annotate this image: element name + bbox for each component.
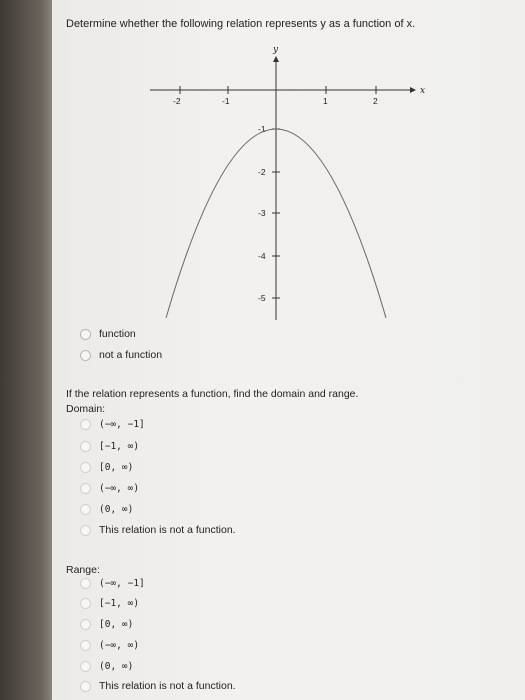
x-axis-arrow	[410, 87, 416, 93]
option-label: [−1, ∞)	[99, 598, 140, 609]
option-label: (0, ∞)	[99, 661, 134, 672]
domain-option[interactable]	[80, 504, 133, 515]
radio-button[interactable]	[80, 640, 91, 651]
radio-button[interactable]	[80, 419, 91, 430]
x-axis-label: x	[420, 86, 426, 96]
radio-button[interactable]	[80, 504, 91, 515]
followup-question: If the relation represents a function, find the domain and range.	[66, 388, 359, 400]
radio-button[interactable]	[80, 661, 91, 672]
option-label: [0, ∞)	[99, 462, 134, 473]
option-label: function	[99, 328, 136, 340]
domain-label: Domain:	[66, 403, 106, 415]
option-label: (−∞, ∞)	[99, 640, 140, 651]
domain-option[interactable]	[80, 524, 236, 536]
radio-button[interactable]	[80, 619, 91, 630]
option-label: This relation is not a function.	[99, 524, 236, 536]
radio-button[interactable]	[80, 525, 91, 536]
radio-button[interactable]	[80, 578, 91, 589]
y-tick-label: -2	[258, 167, 266, 177]
range-option[interactable]	[80, 661, 133, 672]
radio-button[interactable]	[80, 483, 91, 494]
x-tick-label: 1	[323, 96, 328, 106]
range-option[interactable]	[80, 680, 236, 692]
relation-graph	[0, 0, 525, 330]
option-label: [−1, ∞)	[99, 441, 140, 452]
radio-button[interactable]	[80, 441, 91, 452]
range-option[interactable]	[80, 619, 133, 630]
option-label: not a function	[99, 349, 163, 361]
radio-button[interactable]	[80, 598, 91, 609]
y-tick-label: -5	[258, 293, 266, 303]
domain-option[interactable]	[80, 462, 133, 473]
x-tick-label: 2	[373, 96, 378, 106]
domain-option[interactable]	[80, 441, 139, 452]
domain-option[interactable]	[80, 419, 145, 430]
radio-button[interactable]	[80, 681, 91, 692]
x-tick-label: -2	[173, 96, 181, 106]
option-not-a-function[interactable]	[80, 349, 162, 361]
option-label: (−∞, −1]	[99, 578, 145, 589]
y-tick-label: -3	[258, 208, 266, 218]
radio-button[interactable]	[80, 462, 91, 473]
x-tick-label: -1	[222, 96, 230, 106]
option-function[interactable]	[80, 328, 136, 340]
domain-option[interactable]	[80, 483, 139, 494]
radio-button[interactable]	[80, 329, 91, 340]
option-label: (0, ∞)	[99, 504, 134, 515]
option-label: (−∞, ∞)	[99, 483, 140, 494]
question-text: Determine whether the following relation represents y as a function of x.	[66, 18, 416, 30]
option-label: (−∞, −1]	[99, 419, 145, 430]
y-axis-label: y	[273, 45, 279, 55]
radio-button[interactable]	[80, 350, 91, 361]
range-option[interactable]	[80, 578, 145, 589]
y-tick-label: -1	[258, 124, 266, 134]
range-option[interactable]	[80, 598, 139, 609]
option-label: [0, ∞)	[99, 619, 134, 630]
option-label: This relation is not a function.	[99, 680, 236, 692]
y-tick-label: -4	[258, 251, 266, 261]
range-label: Range:	[66, 564, 100, 576]
range-option[interactable]	[80, 640, 139, 651]
y-axis-arrow	[273, 56, 279, 62]
